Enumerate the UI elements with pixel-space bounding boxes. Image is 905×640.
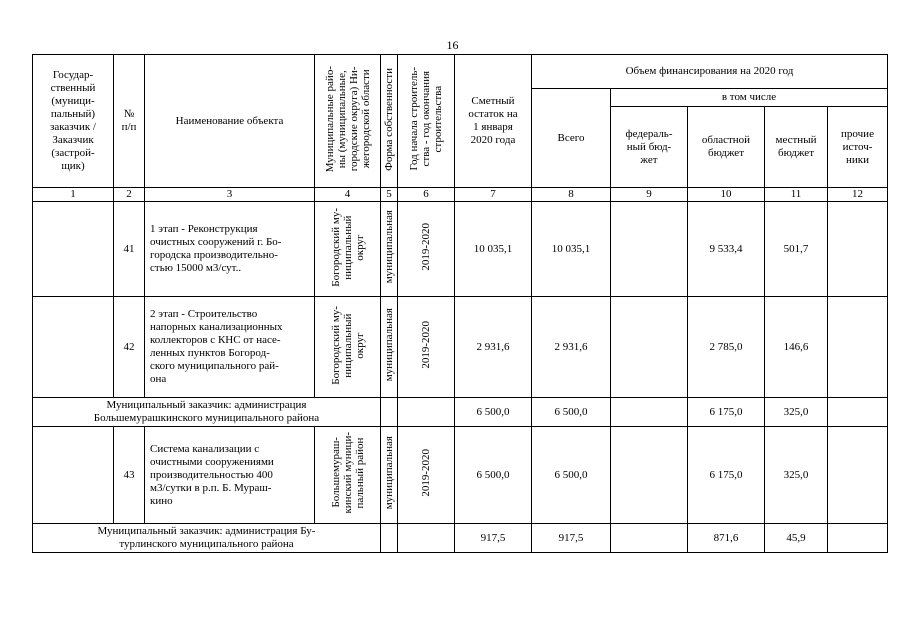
header-regional: областной бюджет <box>688 107 765 188</box>
col-num: 4 <box>315 188 381 202</box>
header-number: № п/п <box>114 55 145 188</box>
years: 2019-2020 <box>398 427 455 524</box>
local: 325,0 <box>765 398 828 427</box>
header-object-name: Наименование объекта <box>145 55 315 188</box>
district: Большемураш- кинский муници- пальный район <box>315 427 381 524</box>
row-number: 41 <box>114 202 145 297</box>
local: 146,6 <box>765 297 828 398</box>
federal <box>611 427 688 524</box>
customer-row <box>33 398 888 427</box>
table-row <box>33 427 888 524</box>
total: 6 500,0 <box>532 398 611 427</box>
federal <box>611 202 688 297</box>
local: 325,0 <box>765 427 828 524</box>
regional: 871,6 <box>688 524 765 553</box>
other <box>828 297 888 398</box>
years <box>398 398 455 427</box>
years <box>398 524 455 553</box>
total: 917,5 <box>532 524 611 553</box>
balance: 917,5 <box>455 524 532 553</box>
header-years: Год начала строитель- ства - год окончания строительства <box>398 55 455 188</box>
ownership <box>381 524 398 553</box>
header-customer: Государ- ственный (муници- пальный) заказчик / Заказчик (застрой- щик) <box>33 55 114 188</box>
col-num: 9 <box>611 188 688 202</box>
other <box>828 524 888 553</box>
page-number: 16 <box>446 38 459 52</box>
ownership: муниципальная <box>381 202 398 297</box>
table-row <box>33 297 888 398</box>
local: 45,9 <box>765 524 828 553</box>
header-funding: Объем финансирования на 2020 год <box>532 55 888 89</box>
header-ownership: Форма собственности <box>381 55 398 188</box>
balance: 10 035,1 <box>455 202 532 297</box>
header-local: местный бюджет <box>765 107 828 188</box>
customer-row <box>33 524 888 553</box>
row-number: 42 <box>114 297 145 398</box>
table-row <box>33 202 888 297</box>
row-number: 43 <box>114 427 145 524</box>
header-other: прочие источ- ники <box>828 107 888 188</box>
col-num: 2 <box>114 188 145 202</box>
header-federal: федераль- ный бюд- жет <box>611 107 688 188</box>
balance: 6 500,0 <box>455 398 532 427</box>
object-name: 2 этап - Строительство напорных канализационных коллекторов с КНС от насе- ленных пунктов Богород- ского муниципального рай- она <box>145 297 315 398</box>
local: 501,7 <box>765 202 828 297</box>
col-num: 8 <box>532 188 611 202</box>
total: 10 035,1 <box>532 202 611 297</box>
years: 2019-2020 <box>398 297 455 398</box>
total: 2 931,6 <box>532 297 611 398</box>
regional: 6 175,0 <box>688 398 765 427</box>
regional: 9 533,4 <box>688 202 765 297</box>
financing-table <box>32 54 888 553</box>
object-name: Система канализации с очистными сооружениями производительностью 400 м3/сутки в р.п. Б. Мураш- кино <box>145 427 315 524</box>
col-num: 5 <box>381 188 398 202</box>
district: Богородский му- ниципальный округ <box>315 297 381 398</box>
header-balance: Сметный остаток на 1 января 2020 года <box>455 55 532 188</box>
col-num: 6 <box>398 188 455 202</box>
customer-cell <box>33 202 114 297</box>
col-num: 1 <box>33 188 114 202</box>
col-num: 11 <box>765 188 828 202</box>
regional: 2 785,0 <box>688 297 765 398</box>
district: Богородский му- ниципальный округ <box>315 202 381 297</box>
col-num: 10 <box>688 188 765 202</box>
header-districts: Муниципальные райо- ны (муниципальные, городские округа) Ни- жегородской области <box>315 55 381 188</box>
customer-cell <box>33 427 114 524</box>
other <box>828 398 888 427</box>
header-total: Всего <box>532 89 611 188</box>
balance: 6 500,0 <box>455 427 532 524</box>
federal <box>611 398 688 427</box>
federal <box>611 524 688 553</box>
header-including: в том числе <box>611 89 888 107</box>
total: 6 500,0 <box>532 427 611 524</box>
regional: 6 175,0 <box>688 427 765 524</box>
customer-label: Муниципальный заказчик: администрация Большемурашкинского муниципального района <box>33 398 381 427</box>
ownership: муниципальная <box>381 427 398 524</box>
col-num: 3 <box>145 188 315 202</box>
years: 2019-2020 <box>398 202 455 297</box>
customer-label: Муниципальный заказчик: администрация Бу- турлинского муниципального района <box>33 524 381 553</box>
object-name: 1 этап - Реконструкция очистных сооружений г. Бо- городска производительно- стью 15000 м3/сут.. <box>145 202 315 297</box>
col-num: 12 <box>828 188 888 202</box>
federal <box>611 297 688 398</box>
col-num: 7 <box>455 188 532 202</box>
column-number-row <box>33 188 888 202</box>
other <box>828 202 888 297</box>
balance: 2 931,6 <box>455 297 532 398</box>
ownership <box>381 398 398 427</box>
customer-cell <box>33 297 114 398</box>
ownership: муниципальная <box>381 297 398 398</box>
other <box>828 427 888 524</box>
